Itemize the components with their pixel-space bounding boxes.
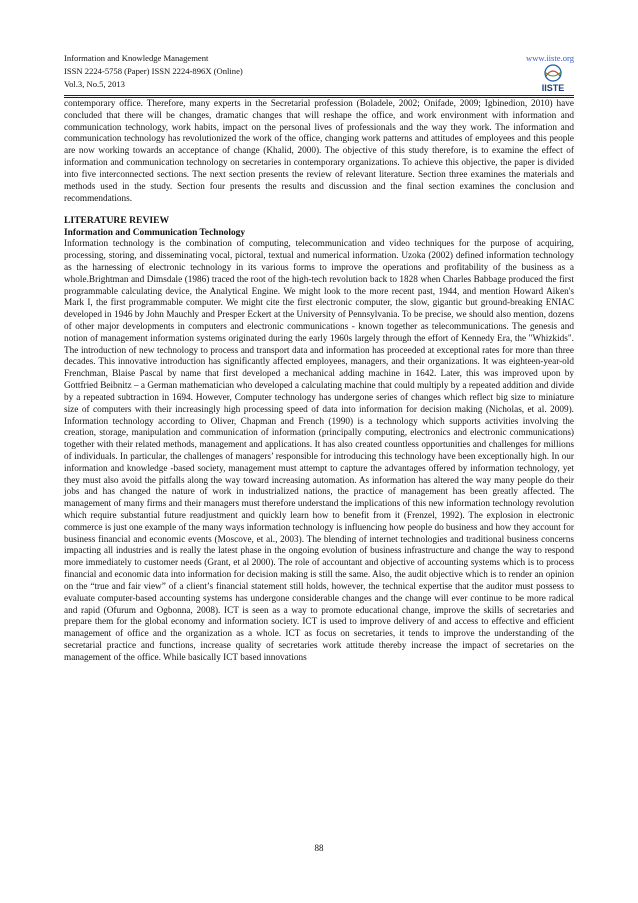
header-rule-top: [64, 95, 574, 96]
paragraph-spacer: [64, 205, 574, 215]
subsection-heading: Information and Communication Technology: [64, 228, 246, 239]
intro-paragraph: contemporary office. Therefore, many experts in the Secretarial profession (Boladele, 2002; Onifade, 2009; Igbinedion, 2010) have concluded that there will be changes, dramatic changes that will reshape the office, and work environment with information and communication technology, work habits, impact on the personal lives of professionals and the way they work. The information and communication technology has revolutionized the work of the office, changing work patterns and attitudes of employees and this people are now working towards an acceptance of change (Khalid, 2000). The objective of this study therefore, is to examine the effect of information and communication technology on secretaries in contemporary organizations. To achieve this objective, the paper is divided into five interconnected sections. The next section presents the review of relevant literature. Section three examines the materials and methods used in the study. Section four presents the results and discussion and the final section examines the conclusion and recommendations.: [64, 99, 574, 204]
svg-text:IISTE: IISTE: [541, 83, 565, 93]
journal-name: Information and Knowledge Management: [64, 53, 209, 63]
journal-url-link[interactable]: www.iiste.org: [526, 53, 574, 63]
page-number: 88: [314, 843, 324, 853]
literature-paragraph: Information technology is the combination of computing, telecommunication and video techniques for the purpose of acquiring, processing, storing, and disseminating vocal, pictoral, textual and numerical information. Uzoka (2002) defined information technology as the harnessing of electronic technology in its various forms to improve the operations and profitability of the business as a whole.Brightman and Dimsdale (1986) traced the root of the high-tech revolution back to 1828 when Charles Babbage produced the first programmable calculating device, the Analytical Engine. We might look to the more recent past, 1944, and mention Howard Aiken's Mark I, the first programmable computer. We might cite the first electronic computer, the slow, gigantic but ground-breaking ENIAC developed in 1946 by John Mauchly and Presper Eckert at the University of Pennsylvania. To be precise, we should also mention, dozens of other major developments in computers and electronic communications - known together as telecommunications. The genesis and notion of management information systems originated during the early 1960s largely through the effort of Kennedy Era, the "Whizkids". The introduction of new technology to process and transport data and information has proceeded at exceptional rates for more than three decades. This innovative introduction has significantly affected employees, managers, and their organizations. It was eighteen-year-old Frenchman, Blaise Pascal by name that first developed a mechanical adding machine in 1642. Later, this was improved upon by Gottfried Beibnitz – a German mathematician who developed a calculating machine that could multiply by a repeated addition and divide by a repeated subtraction in 1694. However, Computer technology has undergone series of changes which reflect big size to miniature size of computers with their increasingly high processing speed of data into information for decision making (Nicholas, et al. 2009). Information technology according to Oliver, Chapman and French (1990) is a technology which supports activities involving the creation, storage, manipulation and communication of information (principally computing, electronics and electronic communications) together with their related methods, management and applications. It has also created countless opportunities and challenges for millions of individuals. In particular, the challenges of managers’ responsible for introducing this technology have been exceptionally high. In our information and knowledge -based society, management must attempt to capture the advantages offered by information technology, yet they must also avoid the pitfalls along the way toward increasing automation. As information has altered the way many people do their jobs and has changed the nature of work in industrialized nations, the practice of management has been greatly affected. The management of many firms and their managers must therefore understand the implications of this new information technology revolution which require substantial future readjustment and quickly learn how to benefit from it (Frenzel, 1992). The explosion in electronic commerce is just one example of the many ways information technology is influencing how people do business and how they account for business financial and economic events (Moscove, et al., 2003). The blending of internet technologies and traditional business concerns impacting all industries and is really the latest phase in the ongoing evolution of business infrastructure and change the way to respond more immediately to customer needs (Grant, et al 2000). The role of accountant and objective of accounting systems which is to process financial and economic data into information for decision making is still the same. Also, the audit objective which is to render an opinion on the “true and fair view” of a client’s financial statement still holds, however, the technical expertise that the auditor must possess to evaluate computer-based accounting systems has undergone considerable changes and the change will ever continue to be more radical and rapid (Ofurum and Ogbonna, 2008). ICT is seen as a way to promote educational change, improve the skills of secretaries and prepare them for the global economy and information society. ICT is used to improve delivery of and access to effective and efficient management of office and the organization as a whole. ICT as focus on secretaries, it tends to improve the understanding of the secretarial practice and functions, increase quality of secretaries work attitude thereby increase the impact of secretaries on the management of the office. While basically ICT based innovations: [64, 239, 574, 663]
volume-line: Vol.3, No.5, 2013: [64, 79, 125, 89]
issn-line: ISSN 2224-5758 (Paper) ISSN 2224-896X (Online): [64, 66, 243, 76]
iiste-logo: [536, 64, 570, 94]
section-heading: LITERATURE REVIEW: [64, 215, 170, 227]
header-rule-bottom: [64, 97, 574, 98]
running-header: [64, 52, 574, 91]
article-body: [64, 99, 574, 665]
